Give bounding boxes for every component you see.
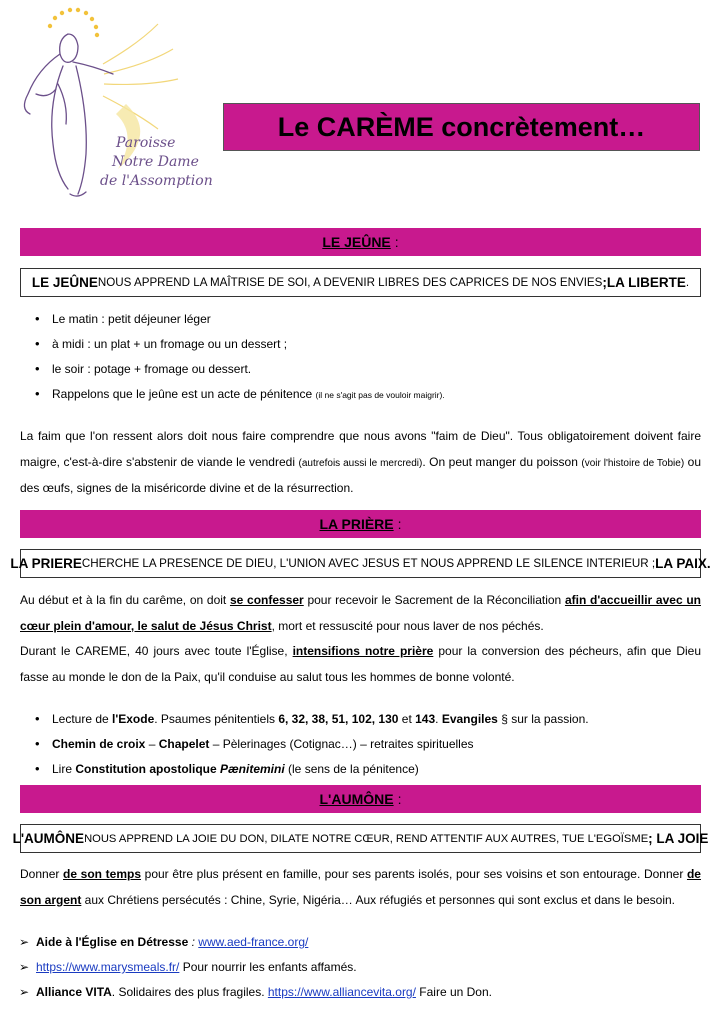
text: La faim que l'on ressent alors doit nous faire comprendre que nous avons "faim de Dieu". Tous obligatoirement doivent faire maigre, c'est-à-dire s'abstenir de viande le vendredi xyxy=(20,429,701,469)
text-note: (autrefois aussi le mercredi) xyxy=(298,457,423,469)
page-title: Le CARÈME concrètement… xyxy=(277,111,646,142)
item-note: (il ne s'agit pas de vouloir maigrir). xyxy=(315,390,445,400)
t: : xyxy=(188,935,199,949)
banner-lead: LA PRIERE xyxy=(10,556,82,571)
t: § sur la passion. xyxy=(497,712,589,726)
aumone-paragraph xyxy=(20,862,701,913)
t: Lecture de xyxy=(52,712,113,726)
text-emphasis: afin d'accueillir avec un cœur plein d'amour, le salut de Jésus Christ xyxy=(20,593,701,633)
logo-line-3: de l'Assomption xyxy=(100,173,213,189)
text: Durant le CAREME, 40 jours avec toute l'Église, xyxy=(20,644,293,658)
list-item xyxy=(52,735,589,760)
text: ou des œufs, signes de la miséricorde divine et de la résurrection. xyxy=(20,454,701,495)
text: Donner xyxy=(20,867,64,881)
t: 143 xyxy=(415,712,436,726)
banner-sep: ; xyxy=(602,275,607,290)
banner-priere xyxy=(10,549,711,578)
text-emphasis: se confesser xyxy=(229,593,304,607)
section-heading-aumone xyxy=(20,785,701,813)
text: pour la conversion des pécheurs, afin que Dieu fasse au monde le don de la Paix, qu'il conduise au salut tous les hommes de bonne volonté. xyxy=(20,644,701,684)
banner-end: LA LIBERTE xyxy=(606,275,686,290)
section-heading-priere xyxy=(20,510,701,538)
t: Pour nourrir les enfants affamés. xyxy=(179,960,357,974)
marysmeals-link[interactable]: https://www.marysmeals.fr/ xyxy=(36,960,180,974)
priere-paragraph-1 xyxy=(20,588,701,690)
text: pour être plus présent en famille, pour ses parents isolés, pour ses voisins et son entourage. Donner xyxy=(141,867,687,881)
text: Au début et à la fin du carême, on doit xyxy=(20,593,230,607)
heading-colon: : xyxy=(394,234,399,250)
aumone-links xyxy=(36,933,492,1008)
banner-jeune xyxy=(20,268,701,297)
list-item xyxy=(52,760,589,785)
parish-logo xyxy=(8,4,213,204)
heading-colon: : xyxy=(397,791,402,807)
aed-link[interactable]: www.aed-france.org/ xyxy=(198,935,309,949)
t: . Psaumes pénitentiels xyxy=(154,712,279,726)
t: Faire un Don. xyxy=(415,985,492,999)
banner-text: CHERCHE LA PRESENCE DE DIEU, L'UNION AVEC JESUS ET NOUS APPREND LE SILENCE INTERIEUR ; xyxy=(81,557,656,570)
jeune-list xyxy=(52,310,445,410)
text-emphasis: de son argent xyxy=(20,867,701,907)
heading-colon: : xyxy=(397,516,402,532)
logo-line-1: Paroisse xyxy=(116,135,176,151)
virgin-mary-icon xyxy=(8,4,213,204)
t: Constitution apostolique xyxy=(75,762,220,776)
heading-jeune: LE JEÛNE xyxy=(322,234,391,250)
heading-priere: LA PRIÈRE xyxy=(319,516,394,532)
heading-aumone: L'AUMÔNE xyxy=(319,791,394,807)
banner-lead: L'AUMÔNE xyxy=(12,831,85,846)
text-emphasis: de son temps xyxy=(63,867,141,881)
t: (le sens de la pénitence) xyxy=(284,762,419,776)
t: l'Exode xyxy=(112,712,155,726)
text: pour recevoir le Sacrement de la Réconciliation xyxy=(303,593,565,607)
text: , mort et ressuscité pour nous laver de nos péchés. xyxy=(271,618,544,633)
t: – xyxy=(145,737,159,751)
banner-end: LA PAIX. xyxy=(655,556,711,571)
alliancevita-link[interactable]: https://www.alliancevita.org/ xyxy=(267,985,416,999)
t: et xyxy=(398,712,416,726)
banner-text: NOUS APPREND LA JOIE DU DON, DILATE NOTRE CŒUR, REND ATTENTIF AUX AUTRES, TUE L'EGOÏSME xyxy=(84,832,649,845)
section-heading-jeune xyxy=(20,228,701,256)
banner-dot: . xyxy=(685,276,690,289)
text-emphasis: intensifions notre prière xyxy=(292,644,434,658)
org-name: Alliance VITA xyxy=(36,985,112,999)
org-name: Aide à l'Église en Détresse xyxy=(36,935,189,949)
t: Chapelet xyxy=(158,737,210,751)
list-item xyxy=(52,385,445,410)
list-item xyxy=(52,710,589,735)
t: Pænitemini xyxy=(220,762,285,776)
banner-lead: LE JEÛNE xyxy=(31,275,98,290)
logo-line-2: Notre Dame xyxy=(112,154,199,170)
t: Lire xyxy=(52,762,76,776)
list-item: • Le matin : petit déjeuner léger xyxy=(52,310,445,335)
text: aux Chrétiens persécutés : Chine, Syrie, Nigéria… Aux réfugiés et personnes qui sont exclus et dans le besoin. xyxy=(81,892,675,907)
priere-list xyxy=(52,710,589,785)
banner-end: ; LA JOIE xyxy=(648,831,709,846)
page-title-box xyxy=(223,103,700,151)
t: Chemin de croix xyxy=(52,737,146,751)
text-note: (voir l'histoire de Tobie) xyxy=(581,457,685,469)
list-item xyxy=(36,983,492,1008)
jeune-paragraph xyxy=(20,424,701,502)
list-item: • le soir : potage + fromage ou dessert. xyxy=(52,360,445,385)
t: . xyxy=(435,712,442,726)
list-item xyxy=(36,933,492,958)
text: . On peut manger du poisson xyxy=(422,454,582,469)
banner-aumone xyxy=(12,824,709,853)
t: . Solidaires des plus fragiles. xyxy=(111,985,268,999)
t: – Pèlerinages (Cotignac…) – retraites spirituelles xyxy=(209,737,474,751)
t: Evangiles xyxy=(441,712,498,726)
list-item: • à midi : un plat + un fromage ou un dessert ; xyxy=(52,335,445,360)
list-item xyxy=(36,958,492,983)
item-text: Rappelons que le jeûne est un acte de pénitence xyxy=(52,387,316,401)
banner-text: NOUS APPREND LA MAÎTRISE DE SOI, A DEVENIR LIBRES DES CAPRICES DE NOS ENVIES xyxy=(97,276,603,289)
t: 6, 32, 38, 51, 102, 130 xyxy=(278,712,399,726)
